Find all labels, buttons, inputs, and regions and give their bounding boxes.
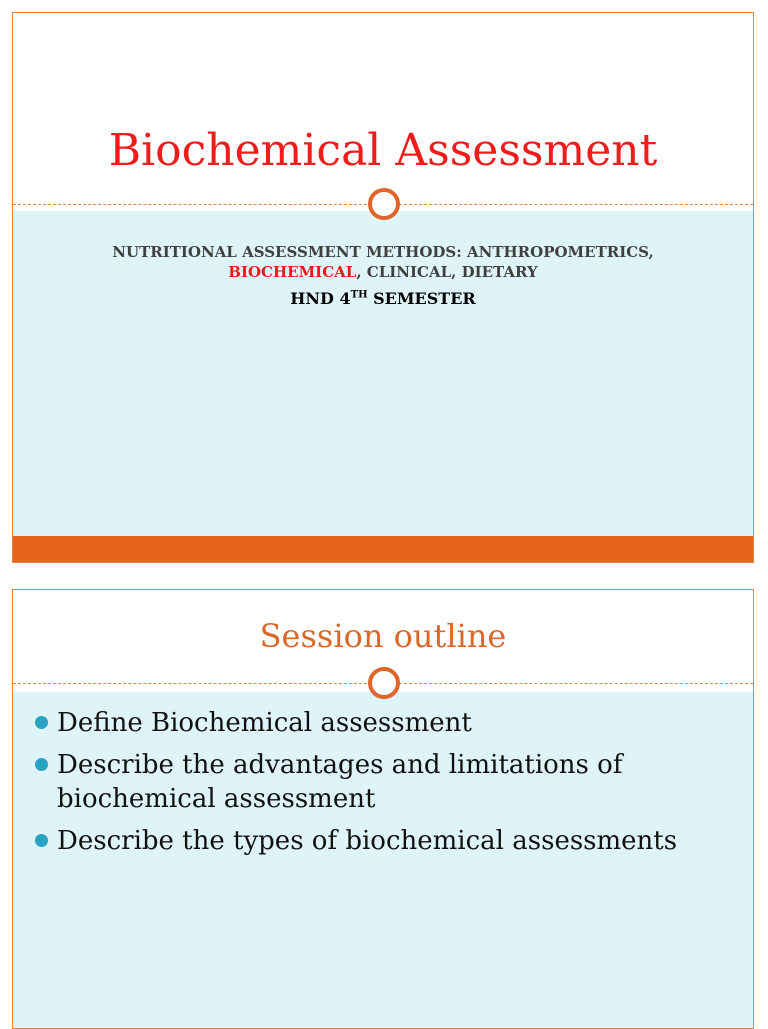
outline-slide	[12, 589, 754, 1029]
bullet-icon	[35, 758, 48, 771]
bullet-text: Describe the advantages and limitations of biochemical assessment	[57, 750, 623, 814]
title-slide	[12, 12, 754, 563]
circle-ornament-icon	[368, 667, 400, 699]
semester-superscript: TH	[350, 289, 368, 301]
subtitle-methods: NUTRITIONAL ASSESSMENT METHODS: ANTHROPOMETRICS,	[112, 243, 654, 261]
semester-prefix: HND 4	[290, 289, 351, 308]
content-area	[13, 692, 753, 1028]
subtitle-rest: , CLINICAL, DIETARY	[356, 263, 538, 281]
bullet-icon	[35, 834, 48, 847]
bullet-text: Define Biochemical assessment	[57, 708, 472, 738]
slide-title: Session outline	[259, 617, 507, 655]
circle-ornament-icon	[368, 188, 400, 220]
list-item	[35, 748, 723, 816]
bullet-icon	[35, 716, 48, 729]
bullet-list	[35, 706, 723, 866]
list-item	[35, 824, 723, 858]
footer-band	[13, 536, 753, 562]
subtitle-highlight: BIOCHEMICAL	[228, 263, 357, 281]
semester-suffix: SEMESTER	[367, 289, 476, 308]
subtitle-area	[13, 211, 753, 536]
list-item	[35, 706, 723, 740]
title-area	[13, 13, 753, 205]
slide-subtitle	[33, 242, 733, 282]
slide-title: Biochemical Assessment	[108, 125, 658, 176]
semester-label	[13, 289, 753, 309]
bullet-text: Describe the types of biochemical assessments	[57, 826, 678, 856]
